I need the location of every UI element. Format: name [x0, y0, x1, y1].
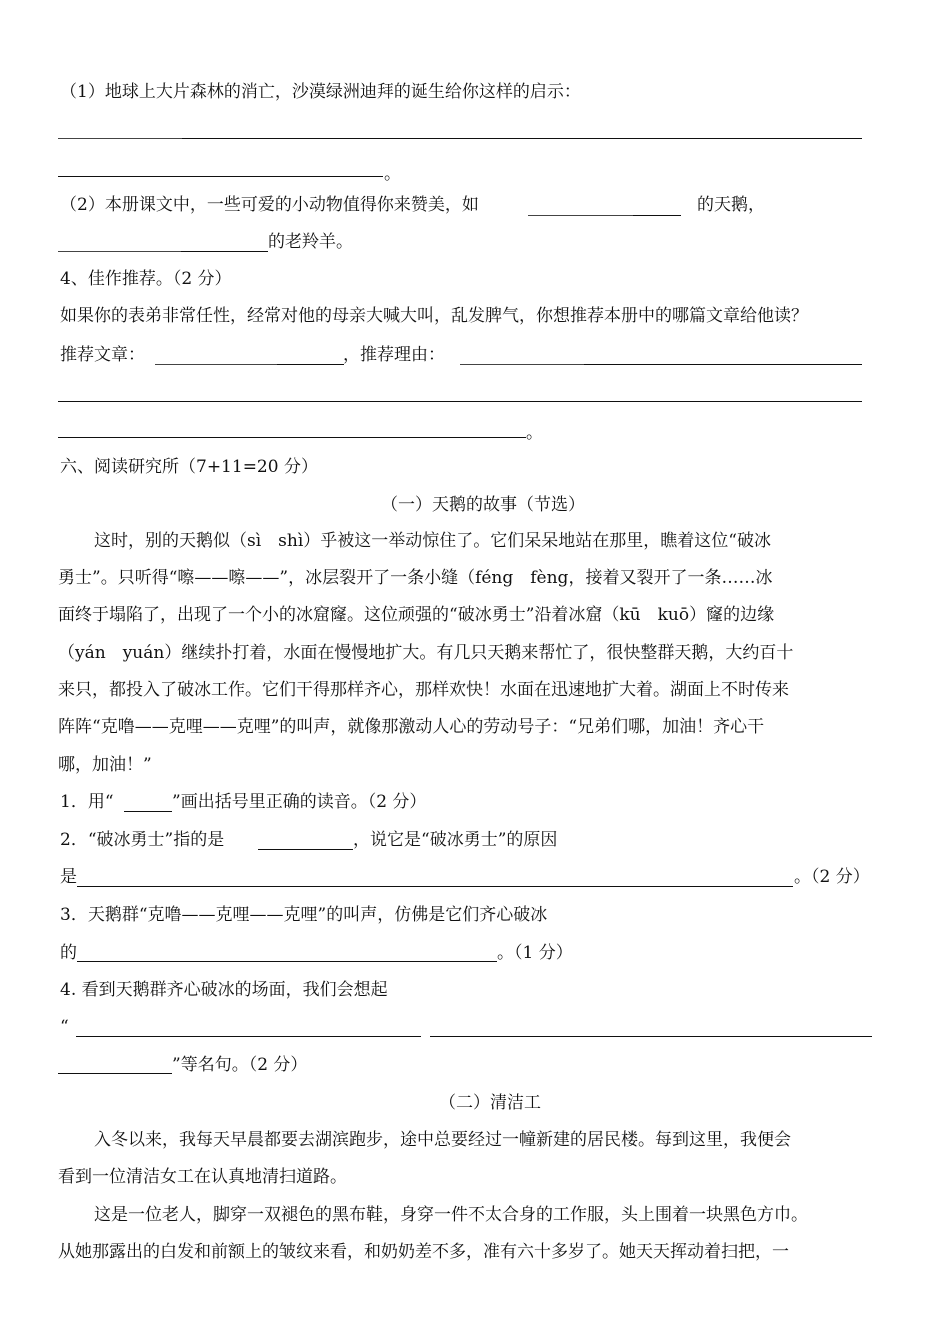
reason-label: ，推荐理由：: [343, 345, 445, 365]
passage-2-title: （二）清洁工: [439, 1093, 541, 1113]
p1-question-1-suffix: ”画出括号里正确的读音。（2 分）: [172, 792, 427, 812]
p1-question-2-mid: ，说它是“破冰勇士”的原因: [353, 830, 558, 850]
p1-question-4-end: ”等名句。（2 分）: [172, 1055, 308, 1075]
passage-1-line: 来只，都投入了破冰工作。它们干得那样齐心，那样欢快！水面在迅速地扩大着。湖面上不时传来: [58, 680, 789, 700]
passage-1-line: 阵阵“克噜——克哩——克哩”的叫声，就像那激动人心的劳动号子：“兄弟们哪，加油！齐心干: [58, 717, 765, 737]
p1-question-3-line2-pre: 的: [60, 943, 77, 963]
article-input[interactable]: [155, 364, 277, 365]
question-4-title: 4、佳作推荐。（2 分）: [60, 269, 232, 289]
sentence-end: 。: [526, 423, 543, 443]
answer-blank[interactable]: [430, 1036, 872, 1037]
passage-1-line: 勇士”。只听得“嚓——嚓——”，冰层裂开了一条小缝（féng fèng，接着又裂开了一条……冰: [58, 568, 773, 588]
answer-blank[interactable]: [181, 251, 268, 252]
p1-question-4: 4. 看到天鹅群齐心破冰的场面，我们会想起: [60, 980, 388, 1000]
passage-1-line: 这时，别的天鹅似（sì shì）乎被这一举动惊住了。它们呆呆地站在那里，瞧着这位“破冰: [94, 531, 771, 551]
article-input[interactable]: [277, 364, 344, 365]
open-quote: “: [60, 1017, 69, 1037]
p1-question-1: 1．用“: [60, 792, 114, 812]
reason-input[interactable]: [584, 364, 862, 365]
answer-blank[interactable]: [528, 215, 633, 216]
passage-2-line: 看到一位清洁女工在认真地清扫道路。: [58, 1167, 347, 1187]
p1-question-2-line2-pre: 是: [60, 867, 77, 887]
question-3-2-suffix: 的天鹅，: [697, 195, 765, 215]
sentence-end: 。: [384, 164, 401, 184]
answer-blank[interactable]: [76, 1036, 421, 1037]
answer-blank[interactable]: [258, 849, 353, 850]
answer-blank[interactable]: [124, 811, 172, 812]
passage-1-line: （yán yuán）继续扑打着，水面在慢慢地扩大。有几只天鹅来帮忙了，很快整群天鹅，大约百十: [58, 643, 794, 663]
answer-blank[interactable]: [58, 401, 862, 402]
section-6-title: 六、阅读研究所（7+11=20 分）: [60, 457, 318, 477]
answer-blank[interactable]: [633, 215, 681, 216]
passage-1-line: 面终于塌陷了，出现了一个小的冰窟窿。这位顽强的“破冰勇士”沿着冰窟（kū kuō）窿的边缘: [58, 605, 775, 625]
reason-input[interactable]: [460, 364, 584, 365]
answer-blank[interactable]: [182, 138, 862, 139]
answer-blank[interactable]: [58, 138, 182, 139]
answer-blank[interactable]: [77, 961, 497, 962]
question-4-prompt: 如果你的表弟非常任性，经常对他的母亲大喊大叫，乱发脾气，你想推荐本册中的哪篇文章给他读？: [60, 306, 808, 326]
article-label: 推荐文章：: [60, 345, 145, 365]
p1-question-2-score: 。（2 分）: [794, 867, 870, 887]
question-3-2-suffix2: 的老羚羊。: [268, 232, 353, 252]
answer-blank[interactable]: [58, 176, 383, 177]
passage-1-title: （一）天鹅的故事（节选）: [381, 495, 585, 515]
p1-question-3: 3．天鹅群“克噜——克哩——克哩”的叫声，仿佛是它们齐心破冰: [60, 905, 548, 925]
question-3-1-text: （1）地球上大片森林的消亡，沙漠绿洲迪拜的诞生给你这样的启示：: [60, 82, 581, 102]
p1-question-2: 2．“破冰勇士”指的是: [60, 830, 225, 850]
passage-2-line: 从她那露出的白发和前额上的皱纹来看，和奶奶差不多，准有六十多岁了。她天天挥动着扫把，一: [58, 1242, 789, 1262]
answer-blank[interactable]: [58, 437, 526, 438]
passage-2-line: 入冬以来，我每天早晨都要去湖滨跑步，途中总要经过一幢新建的居民楼。每到这里，我便会: [94, 1130, 791, 1150]
passage-2-line: 这是一位老人，脚穿一双褪色的黑布鞋，身穿一件不太合身的工作服，头上围着一块黑色方巾。: [94, 1205, 808, 1225]
answer-blank[interactable]: [58, 1073, 172, 1074]
answer-blank[interactable]: [58, 251, 181, 252]
passage-1-line: 哪，加油！”: [58, 755, 152, 775]
question-3-2-text: （2）本册课文中，一些可爱的小动物值得你来赞美，如: [60, 195, 479, 215]
p1-question-3-score: 。（1 分）: [497, 943, 573, 963]
answer-blank[interactable]: [77, 886, 793, 887]
